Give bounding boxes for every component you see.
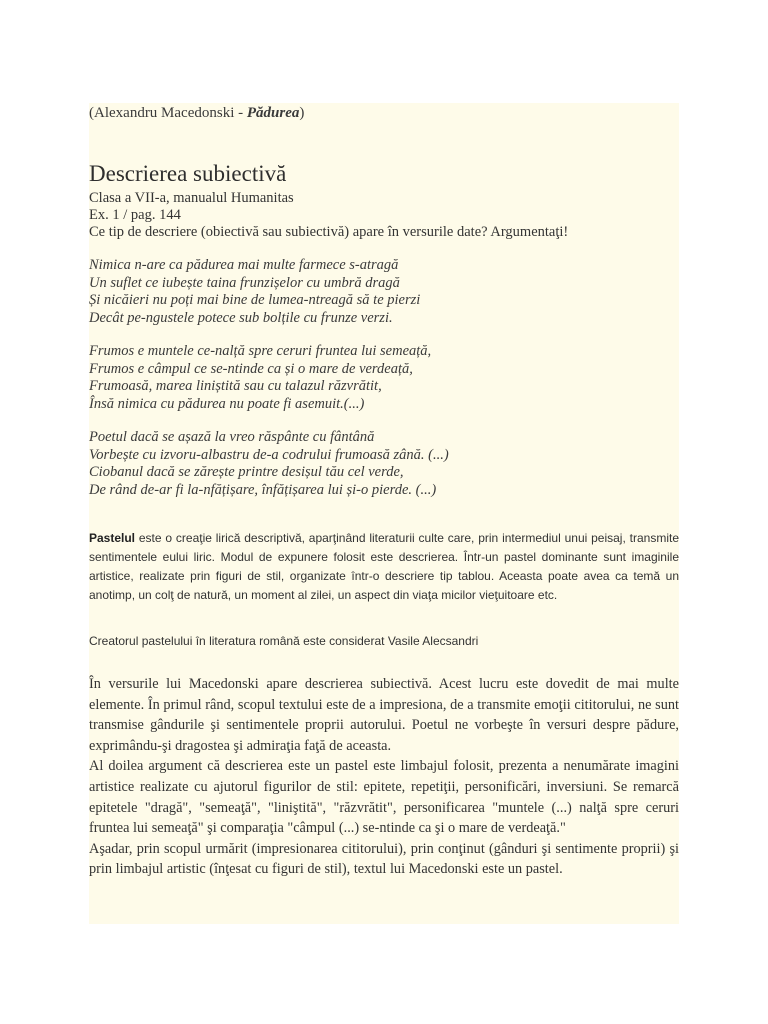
pastel-term: Pastelul xyxy=(89,531,136,545)
verse-line: Și nicăieri nu poți mai bine de lumea-ntreagă să te pierzi xyxy=(89,292,421,308)
pastel-creator: Creatorul pastelului în literatura română este considerat Vasile Alecsandri xyxy=(89,634,479,648)
analysis-paragraph: În versurile lui Macedonski apare descrierea subiectivă. Acest lucru este dovedit de mai multe elemente. În primul rând, scopul textului este de a impresiona, de a transmite emoţii cititorului, ne sunt transmise gândurile şi sentimentele proprii autorului. Poetul ne vorbeşte în versuri despre pădure, exprimându-şi dragostea şi admiraţia faţă de aceasta. xyxy=(89,676,679,754)
analysis-text xyxy=(89,674,679,880)
analysis-paragraph: Al doilea argument că descrierea este un pastel este limbajul folosit, prezenta a nenumărate imagini artistice realizate cu ajutorul figurilor de stil: epitete, repetiţii, personificări, inversiuni. Se remarcă epitetele "dragă", "semeaţă", "liniştită", "răzvrătit", personificarea "muntele (...) nalţă spre ceruri fruntea lui semeaţă" şi comparaţia "câmpul (...) se-ntinde ca şi o mare de verdeaţă." xyxy=(89,758,679,837)
pastel-definition xyxy=(89,529,679,605)
document-page xyxy=(89,103,679,924)
verse-line: Nimica n-are ca pădurea mai multe farmece s-atragă xyxy=(89,257,399,273)
exercise-question: Ce tip de descriere (obiectivă sau subiectivă) apare în versurile date? Argumentaţi! xyxy=(89,224,569,240)
verse-line: Vorbește cu izvoru-albastru de-a codrului frumoasă zână. (...) xyxy=(89,447,449,463)
page-title: Descrierea subiectivă xyxy=(89,161,287,186)
analysis-paragraph: Aşadar, prin scopul urmărit (impresionarea cititorului), prin conţinut (gânduri şi sentimente proprii) şi prin limbajul artistic (înţesat cu figuri de stil), textul lui Macedonski este un pastel. xyxy=(89,840,679,878)
verse-line: Decât pe-ngustele potece sub bolțile cu frunze verzi. xyxy=(89,310,393,326)
source-author: Alexandru Macedonski - xyxy=(94,105,247,121)
verse-line: Ciobanul dacă se zărește printre desișul tău cel verde, xyxy=(89,464,404,480)
verse-line: Frumos e muntele ce-nalță spre ceruri fruntea lui semeață, xyxy=(89,343,432,359)
verse-line: Frumos e câmpul ce se-ntinde ca și o mare de verdeață, xyxy=(89,361,413,377)
exercise-ref: Ex. 1 / pag. 144 xyxy=(89,207,181,223)
verse-line: Poetul dacă se așază la vreo răspânte cu fântână xyxy=(89,429,375,445)
source-work-title: Pădurea xyxy=(246,105,300,121)
source-citation xyxy=(89,105,304,122)
pastel-definition-text: este o creaţie lirică descriptivă, aparţinând literaturii culte care, prin intermediul unui peisaj, transmite sentimentele eului liric. Modul de expunere folosit este descrierea. Într-un pastel dominante sunt imaginile artistice, realizate prin figuri de stil, organizate într-o descriere tip tablou. Aceasta poate avea ca temă un anotimp, un colţ de natură, un moment al zilei, un aspect din viaţa micilor vieţuitoare etc. xyxy=(89,531,679,602)
verse-line: Un suflet ce iubește taina frunzișelor cu umbră dragă xyxy=(89,275,400,291)
source-open-paren: ( xyxy=(89,105,94,121)
class-info: Clasa a VII-a, manualul Humanitas xyxy=(89,190,294,206)
verse-line: Frumoasă, marea liniștită sau cu talazul răzvrătit, xyxy=(89,378,382,394)
verse-line: Însă nimica cu pădurea nu poate fi asemuit.(...) xyxy=(89,396,365,412)
source-close-paren: ) xyxy=(299,105,305,121)
verse-line: De rând de-ar fi la-nfățișare, înfățișarea lui și-o pierde. (...) xyxy=(89,482,437,498)
